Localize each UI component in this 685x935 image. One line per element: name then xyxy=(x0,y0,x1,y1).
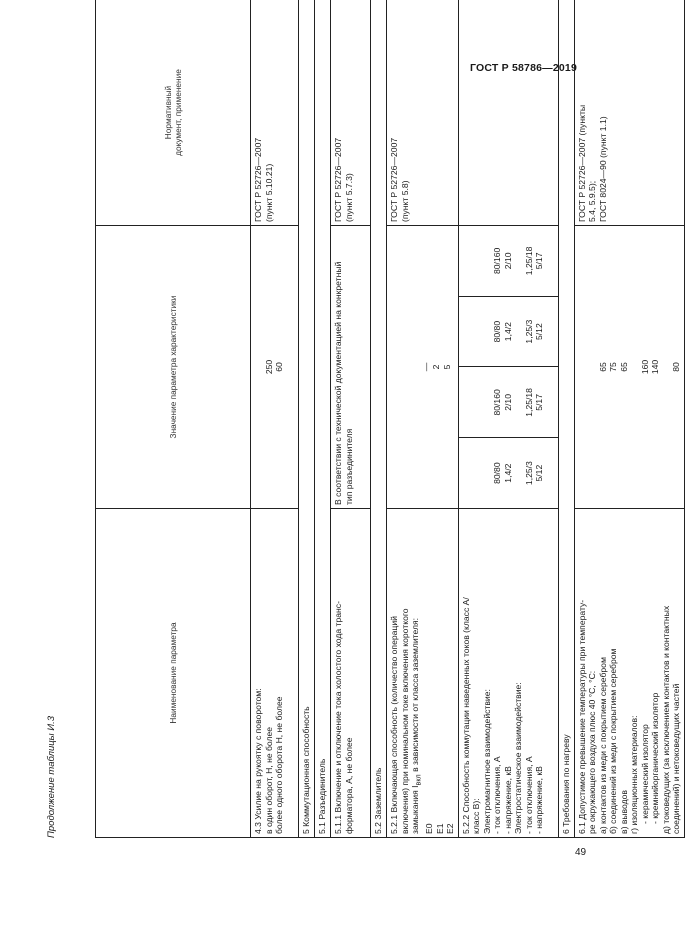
row-5-1-1-name xyxy=(331,509,371,838)
text-line: ре окружающего воздуха плюс 40 °С, °С: xyxy=(587,670,598,834)
value-text: 80 xyxy=(671,362,682,372)
table-row xyxy=(331,0,371,838)
text-line xyxy=(410,512,424,834)
doc-text: (пункт 5.8) xyxy=(399,180,410,222)
row-5-section: 5 Коммутационная способность xyxy=(299,0,315,838)
subscript: вкл xyxy=(414,774,423,786)
text-line: 5.2.1 Включающая способность (количество операций xyxy=(389,616,399,834)
value-text: 1,4/2 xyxy=(502,463,513,483)
value-text: 5/12 xyxy=(534,464,545,482)
value-text: 5/17 xyxy=(534,252,545,270)
value-text: 75 xyxy=(608,362,619,372)
class-e2-label: Е2 xyxy=(445,823,456,834)
value-text: 60 xyxy=(274,362,284,372)
value-text: 160 xyxy=(639,359,650,375)
rotated-table-container xyxy=(95,0,682,838)
text-line: 5.2.2 Способность коммутации наведенных токов (класс А/ xyxy=(460,597,471,834)
table-row xyxy=(251,0,299,838)
value-text: 250 xyxy=(263,359,274,375)
value-subcolumn-4 xyxy=(459,226,558,297)
table-row xyxy=(558,0,574,838)
text-line: б) соединений из меди с покрытием серебром xyxy=(608,648,619,834)
value-text: 80/160 xyxy=(492,389,503,416)
value-text: 2/10 xyxy=(502,394,513,411)
text-line: В соответствии с технической документацией на конкретный xyxy=(333,261,343,505)
row-5-2-section: 5.2 Заземлитель xyxy=(371,0,387,838)
doc-text: 5.4, 5.9.5); xyxy=(587,180,598,222)
text-line: а) контактов из меди с покрытием серебром xyxy=(597,657,608,834)
row-6-section: 6 Требования по нагреву xyxy=(558,0,574,838)
table-row xyxy=(387,0,459,838)
value-text: 65 xyxy=(618,362,629,372)
table-row xyxy=(371,0,387,838)
row-4-3-value xyxy=(251,226,299,509)
text-line: - напряжение, кВ xyxy=(502,766,513,834)
text-line: - ток отключения, А xyxy=(523,756,534,834)
row-6-1-value xyxy=(574,226,684,509)
text-line: г) изоляционных материалов: xyxy=(629,715,640,834)
value-text: 5/17 xyxy=(534,394,545,411)
text-line: - напряжение, кВ xyxy=(534,766,545,834)
text-part: замыкания I xyxy=(410,785,420,834)
row-5-2-1-value xyxy=(387,226,459,509)
text-line: в) выводов xyxy=(618,790,629,834)
doc-text: ГОСТ 8024—90 (пункт 1.1) xyxy=(597,116,608,222)
value-text: 2 xyxy=(431,364,441,370)
table-header-row xyxy=(96,0,251,838)
value-text: 2/10 xyxy=(502,252,513,270)
text-line: Электростатическое взаимодействие: xyxy=(513,682,524,834)
doc-text: ГОСТ Р 52726—2007 xyxy=(253,137,263,222)
text-line: д) токоведущих (за исключением контактов и контактных xyxy=(660,605,671,834)
row-5-2-1-doc xyxy=(387,0,459,226)
row-5-2-2-name xyxy=(458,509,558,838)
value-text: 80/80 xyxy=(492,320,503,343)
row-5-1-1-doc xyxy=(331,0,371,226)
row-4-3-doc xyxy=(251,0,299,226)
value-text: 80/160 xyxy=(492,247,503,275)
text-line: - керамический изолятор xyxy=(639,724,650,824)
value-text: 5/12 xyxy=(534,323,545,340)
table-row xyxy=(299,0,315,838)
value-subcolumn-1 xyxy=(459,438,558,508)
table-caption: Продолжение таблицы И.3 xyxy=(46,715,57,838)
row-4-3-name xyxy=(251,509,299,838)
value-subcolumn-2 xyxy=(459,368,558,439)
header-name: Наименование параметра xyxy=(96,509,251,838)
row-5-2-1-name xyxy=(387,509,459,838)
header-document-line1: Нормативный xyxy=(162,85,173,140)
value-text: 80/80 xyxy=(492,462,503,484)
characteristics-table xyxy=(95,0,685,838)
table-row xyxy=(458,0,558,838)
standard-number: ГОСТ Р 58786—2019 xyxy=(470,62,578,74)
page-number: 49 xyxy=(575,847,587,858)
value-text: 1,25/3 xyxy=(523,461,534,486)
value-text: 1,25/18 xyxy=(523,246,534,276)
row-5-2-2-value xyxy=(458,226,558,509)
text-line: тип разъединителя xyxy=(343,428,354,505)
text-line: - кремнийорганический изолятор xyxy=(650,692,661,824)
class-e0-label: Е0 xyxy=(424,823,435,834)
value-text: 1,25/18 xyxy=(523,388,534,417)
doc-text: ГОСТ Р 52726—2007 xyxy=(389,137,399,222)
text-part: в зависимости от класса заземлителя: xyxy=(410,617,420,775)
value-text: 1,25/3 xyxy=(523,319,534,344)
text-line: 5.1.1 Включение и отключение тока холостого хода транс- xyxy=(333,601,343,834)
value-subcolumns xyxy=(459,226,558,508)
text-line: - ток отключения, А xyxy=(492,756,503,834)
text-line: включения) при номинальном токе включения короткого xyxy=(399,608,410,834)
doc-text: ГОСТ Р 52726—2007 (пункты xyxy=(576,104,587,222)
value-text: 140 xyxy=(650,359,661,375)
doc-text: (пункт 5.7.3) xyxy=(343,173,354,222)
text-line: 4.3 Усилие на рукоятку с поворотом: xyxy=(253,688,263,834)
row-5-2-2-doc xyxy=(458,0,558,226)
text-line: более одного оборота Н, не более xyxy=(274,696,284,834)
row-6-1-doc xyxy=(574,0,684,226)
value-text: 1,4/2 xyxy=(502,322,513,342)
doc-text: ГОСТ Р 52726—2007 xyxy=(333,137,343,222)
value-subcolumn-3 xyxy=(459,297,558,368)
text-line: соединений) и нетоковедущих частей xyxy=(671,683,682,834)
header-document xyxy=(96,0,251,226)
row-5-1-section: 5.1 Разъединитель xyxy=(315,0,331,838)
header-value: Значение параметра характеристики xyxy=(96,226,251,509)
text-line: Электромагнитное взаимодействие: xyxy=(481,689,492,834)
text-line: в один оборот, Н, не более xyxy=(263,726,274,834)
text-line: класс В): xyxy=(471,798,482,834)
table-row xyxy=(574,0,684,838)
table-row xyxy=(315,0,331,838)
text-line: форматора, А, не более xyxy=(343,737,354,834)
value-text: — xyxy=(420,362,431,372)
value-text: 65 xyxy=(597,362,608,372)
header-document-line2: документ, применение xyxy=(173,69,183,156)
text-line: 6.1 Допустимое превышение температуры при температу- xyxy=(576,599,587,834)
row-6-1-name xyxy=(574,509,684,838)
value-text: 5 xyxy=(441,364,452,370)
row-5-1-1-value xyxy=(331,226,371,509)
doc-text: (пункт 5.10.21) xyxy=(263,163,274,222)
class-e1-label: Е1 xyxy=(434,823,445,834)
